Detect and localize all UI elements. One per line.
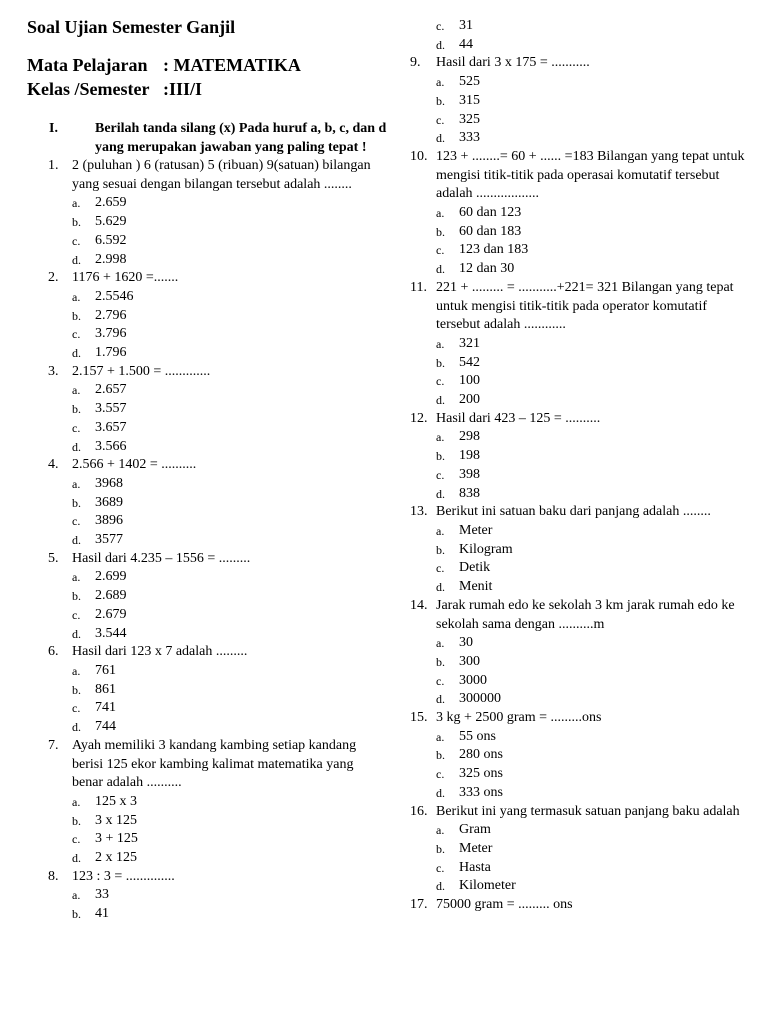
- answer-option: [436, 690, 752, 709]
- question-text: Hasil dari 123 x 7 adalah .........: [72, 644, 248, 660]
- question-number: 14.: [410, 597, 428, 613]
- option-text: 3.657: [95, 419, 127, 435]
- option-text: 300: [459, 653, 480, 669]
- answer-options: [72, 662, 388, 737]
- option-text: 3968: [95, 475, 123, 491]
- option-letter: c.: [436, 860, 445, 875]
- answer-option: [72, 344, 388, 363]
- option-letter: c.: [72, 233, 81, 248]
- option-text: Gram: [459, 822, 491, 838]
- class-value: :III/I: [163, 79, 203, 99]
- option-letter: d.: [436, 131, 445, 146]
- option-text: 2.5546: [95, 288, 134, 304]
- answer-options: [436, 335, 752, 410]
- option-text: 3 + 125: [95, 831, 138, 847]
- option-text: 298: [459, 429, 480, 445]
- question-text: Berikut ini yang termasuk satuan panjang baku adalah: [436, 803, 740, 819]
- option-text: 60 dan 123: [459, 205, 522, 221]
- question-item: [412, 148, 752, 279]
- option-text: 861: [95, 681, 116, 697]
- question-text: Hasil dari 423 – 125 = ..........: [436, 410, 601, 426]
- option-letter: c.: [72, 832, 81, 847]
- option-text: 315: [459, 92, 480, 108]
- option-letter: a.: [72, 476, 81, 491]
- option-text: 3.544: [95, 625, 127, 641]
- option-text: 2.657: [95, 382, 127, 398]
- answer-options: [436, 73, 752, 148]
- option-letter: d.: [72, 346, 81, 361]
- question-item: [412, 896, 752, 915]
- answer-option: [72, 381, 388, 400]
- answer-option: [436, 92, 752, 111]
- option-letter: b.: [436, 93, 445, 108]
- question-number: 10.: [410, 148, 428, 164]
- option-letter: b.: [72, 907, 81, 922]
- answer-option: [436, 559, 752, 578]
- question-number: 11.: [410, 279, 427, 295]
- option-letter: b.: [436, 224, 445, 239]
- answer-option: [436, 765, 752, 784]
- question-item: [48, 868, 388, 924]
- option-text: 1.796: [95, 345, 127, 361]
- option-text: 12 dan 30: [459, 261, 515, 277]
- answer-option: [436, 260, 752, 279]
- answer-options: [436, 634, 752, 709]
- answer-option: [436, 634, 752, 653]
- answer-option: [436, 522, 752, 541]
- answer-option: [436, 672, 752, 691]
- answer-option: [436, 372, 752, 391]
- answer-option: [436, 578, 752, 597]
- answer-option: [436, 840, 752, 859]
- option-letter: a.: [436, 523, 445, 538]
- answer-option: [72, 531, 388, 550]
- answer-option: [436, 354, 752, 373]
- answer-option: [436, 428, 752, 447]
- option-text: 741: [95, 700, 116, 716]
- question-item: [412, 410, 752, 504]
- option-letter: d.: [436, 486, 445, 501]
- option-letter: c.: [72, 514, 81, 529]
- option-letter: c.: [436, 374, 445, 389]
- answer-option: [436, 746, 752, 765]
- option-letter: d.: [72, 439, 81, 454]
- answer-option: [436, 485, 752, 504]
- option-letter: b.: [436, 449, 445, 464]
- option-letter: a.: [72, 794, 81, 809]
- answer-option: [72, 232, 388, 251]
- answer-options: [436, 522, 752, 597]
- option-letter: b.: [72, 215, 81, 230]
- option-text: 2.689: [95, 588, 127, 604]
- answer-options: [72, 568, 388, 643]
- option-text: 55 ons: [459, 728, 496, 744]
- question-text: Jarak rumah edo ke sekolah 3 km jarak rumah edo ke sekolah sama dengan ..........m: [436, 597, 735, 632]
- continuation-options: [412, 17, 752, 54]
- option-text: 3.557: [95, 401, 127, 417]
- class-line: [27, 79, 202, 100]
- option-letter: d.: [72, 851, 81, 866]
- option-text: Meter: [459, 522, 493, 538]
- question-item: [48, 643, 388, 737]
- answer-options: [72, 793, 388, 868]
- option-text: 2.699: [95, 569, 127, 585]
- subject-line: [27, 55, 301, 76]
- answer-option: [436, 859, 752, 878]
- answer-option: [72, 681, 388, 700]
- option-letter: b.: [436, 355, 445, 370]
- answer-option: [72, 288, 388, 307]
- option-letter: c.: [436, 243, 445, 258]
- question-text: 75000 gram = ......... ons: [436, 897, 573, 913]
- option-letter: d.: [436, 262, 445, 277]
- right-column: [412, 17, 752, 915]
- answer-option: [72, 568, 388, 587]
- option-letter: a.: [436, 430, 445, 445]
- option-letter: c.: [436, 561, 445, 576]
- answer-option: [436, 466, 752, 485]
- option-letter: c.: [436, 19, 445, 33]
- option-letter: d.: [72, 252, 81, 267]
- option-letter: b.: [436, 841, 445, 856]
- option-text: 525: [459, 74, 480, 90]
- option-letter: d.: [72, 720, 81, 735]
- answer-option: [72, 438, 388, 457]
- option-letter: d.: [436, 785, 445, 800]
- option-text: 30: [459, 635, 473, 651]
- answer-option: [72, 718, 388, 737]
- question-text: 2.566 + 1402 = ..........: [72, 457, 197, 473]
- option-text: 333 ons: [459, 784, 503, 800]
- answer-option: [72, 307, 388, 326]
- question-item: [412, 597, 752, 709]
- answer-option: [436, 36, 752, 55]
- option-text: 3000: [459, 672, 487, 688]
- answer-option: [72, 830, 388, 849]
- answer-option: [436, 877, 752, 896]
- question-item: [48, 456, 388, 550]
- option-text: 41: [95, 906, 109, 922]
- option-text: 2.998: [95, 251, 127, 267]
- question-text: 123 + ........= 60 + ...... =183 Bilangan yang tepat untuk mengisi titik-titik pada operasai komutatif tersebut adalah ..................: [436, 148, 745, 202]
- answer-option: [436, 223, 752, 242]
- answer-option: [72, 512, 388, 531]
- option-letter: a.: [436, 336, 445, 351]
- option-letter: a.: [72, 888, 81, 903]
- option-letter: a.: [436, 636, 445, 651]
- answer-option: [436, 447, 752, 466]
- question-item: [412, 54, 752, 148]
- option-text: 333: [459, 130, 480, 146]
- answer-option: [72, 494, 388, 513]
- option-text: 3.796: [95, 326, 127, 342]
- option-letter: a.: [72, 663, 81, 678]
- option-letter: d.: [72, 626, 81, 641]
- answer-option: [72, 886, 388, 905]
- option-text: 2.679: [95, 606, 127, 622]
- answer-option: [72, 699, 388, 718]
- option-text: 542: [459, 354, 480, 370]
- answer-option: [72, 194, 388, 213]
- question-text: 3 kg + 2500 gram = .........ons: [436, 710, 602, 726]
- answer-option: [72, 606, 388, 625]
- option-text: Detik: [459, 560, 491, 576]
- question-item: [412, 503, 752, 597]
- question-number: 6.: [48, 644, 59, 660]
- option-letter: d.: [436, 879, 445, 894]
- option-text: 5.629: [95, 214, 127, 230]
- answer-option: [436, 391, 752, 410]
- answer-option: [72, 587, 388, 606]
- option-letter: c.: [436, 467, 445, 482]
- answer-option: [72, 905, 388, 924]
- answer-options: [72, 288, 388, 363]
- option-letter: c.: [436, 767, 445, 782]
- question-text: 221 + ......... = ...........+221= 321 Bilangan yang tepat untuk mengisi titik-titik pada operator komutatif tersebut adalah ............: [436, 279, 734, 333]
- option-text: 200: [459, 392, 480, 408]
- option-letter: b.: [72, 589, 81, 604]
- option-text: 2 x 125: [95, 850, 137, 866]
- option-letter: a.: [72, 289, 81, 304]
- option-letter: c.: [72, 607, 81, 622]
- question-item: [412, 279, 752, 410]
- answer-option: [436, 204, 752, 223]
- option-text: 125 x 3: [95, 793, 137, 809]
- option-letter: c.: [436, 112, 445, 127]
- question-number: 5.: [48, 550, 59, 566]
- option-text: 280 ons: [459, 747, 503, 763]
- option-text: 761: [95, 662, 116, 678]
- option-text: 325 ons: [459, 766, 503, 782]
- page-title: Soal Ujian Semester Ganjil: [27, 17, 236, 37]
- answer-option: [436, 653, 752, 672]
- option-text: 3896: [95, 513, 123, 529]
- question-item: [48, 363, 388, 457]
- option-text: Kilogram: [459, 541, 513, 557]
- answer-option: [436, 821, 752, 840]
- question-number: 7.: [48, 737, 59, 753]
- option-text: 3689: [95, 494, 123, 510]
- option-text: Meter: [459, 840, 493, 856]
- option-text: 123 dan 183: [459, 242, 529, 258]
- option-text: 44: [459, 36, 473, 52]
- answer-option: [436, 241, 752, 260]
- answer-options: [436, 428, 752, 503]
- question-number: 13.: [410, 504, 428, 520]
- question-item: [412, 709, 752, 803]
- option-text: 33: [95, 887, 109, 903]
- option-text: 3 x 125: [95, 812, 137, 828]
- answer-option: [436, 111, 752, 130]
- option-text: 6.592: [95, 232, 127, 248]
- option-letter: d.: [436, 37, 445, 52]
- option-letter: d.: [436, 393, 445, 408]
- question-number: 8.: [48, 868, 59, 884]
- left-column: [48, 157, 388, 924]
- option-letter: b.: [72, 308, 81, 323]
- answer-option: [72, 625, 388, 644]
- answer-option: [436, 17, 752, 36]
- answer-option: [72, 419, 388, 438]
- option-letter: b.: [72, 495, 81, 510]
- option-text: Hasta: [459, 859, 491, 875]
- answer-options: [436, 204, 752, 279]
- answer-option: [72, 475, 388, 494]
- answer-options: [72, 194, 388, 269]
- question-number: 16.: [410, 803, 428, 819]
- option-letter: b.: [436, 748, 445, 763]
- option-letter: a.: [72, 383, 81, 398]
- option-letter: a.: [72, 196, 81, 211]
- answer-option: [72, 812, 388, 831]
- subject-value: : MATEMATIKA: [163, 55, 301, 75]
- option-letter: c.: [72, 420, 81, 435]
- answer-options: [436, 728, 752, 803]
- question-number: 1.: [48, 158, 59, 173]
- option-letter: a.: [72, 570, 81, 585]
- section-number: I.: [49, 121, 58, 136]
- answer-option: [436, 728, 752, 747]
- option-letter: b.: [72, 813, 81, 828]
- option-letter: d.: [436, 580, 445, 595]
- option-text: 838: [459, 485, 480, 501]
- option-letter: a.: [436, 75, 445, 90]
- answer-options: [72, 475, 388, 550]
- answer-option: [72, 325, 388, 344]
- question-text: 2.157 + 1.500 = .............: [72, 363, 211, 379]
- question-number: 3.: [48, 363, 59, 379]
- option-text: Kilometer: [459, 878, 516, 894]
- option-letter: c.: [436, 673, 445, 688]
- question-number: 15.: [410, 710, 428, 726]
- option-text: 3577: [95, 532, 123, 548]
- question-text: Hasil dari 4.235 – 1556 = .........: [72, 550, 251, 566]
- answer-options: [436, 821, 752, 896]
- option-letter: b.: [72, 402, 81, 417]
- answer-options: [72, 381, 388, 456]
- answer-option: [72, 251, 388, 270]
- answer-option: [436, 335, 752, 354]
- option-text: 325: [459, 111, 480, 127]
- option-text: 2.796: [95, 307, 127, 323]
- answer-option: [72, 213, 388, 232]
- answer-options: [72, 886, 388, 923]
- question-item: [48, 550, 388, 644]
- option-text: 31: [459, 18, 473, 33]
- question-item: [412, 803, 752, 897]
- class-key: Kelas /Semester: [27, 79, 150, 99]
- question-text: 1176 + 1620 =.......: [72, 270, 179, 286]
- option-text: 744: [95, 719, 116, 735]
- option-text: Menit: [459, 579, 493, 595]
- option-letter: c.: [72, 701, 81, 716]
- option-text: 2.659: [95, 195, 127, 211]
- option-letter: a.: [436, 823, 445, 838]
- answer-option: [72, 849, 388, 868]
- question-item: [48, 269, 388, 363]
- question-text: 123 : 3 = ..............: [72, 868, 175, 884]
- question-text: Ayah memiliki 3 kandang kambing setiap kandang berisi 125 ekor kambing kalimat matematika yang benar adalah ..........: [72, 737, 357, 791]
- option-letter: c.: [72, 327, 81, 342]
- option-text: 398: [459, 466, 480, 482]
- question-number: 17.: [410, 897, 428, 913]
- option-letter: b.: [72, 682, 81, 697]
- question-number: 12.: [410, 410, 428, 426]
- option-text: 198: [459, 448, 480, 464]
- subject-key: Mata Pelajaran: [27, 55, 148, 75]
- question-text: Hasil dari 3 x 175 = ...........: [436, 55, 590, 71]
- instruction-text: Berilah tanda silang (x) Pada huruf a, b, c, dan d yang merupakan jawaban yang paling tepat !: [95, 121, 387, 155]
- option-text: 60 dan 183: [459, 223, 522, 239]
- answer-option: [436, 73, 752, 92]
- option-text: 100: [459, 373, 480, 389]
- option-letter: a.: [436, 206, 445, 221]
- answer-option: [436, 541, 752, 560]
- question-text: Berikut ini satuan baku dari panjang adalah ........: [436, 504, 711, 520]
- answer-option: [72, 662, 388, 681]
- option-letter: b.: [436, 542, 445, 557]
- question-text: 2 (puluhan ) 6 (ratusan) 5 (ribuan) 9(satuan) bilangan yang sesuai dengan bilangan tersebut adalah ........: [72, 158, 371, 192]
- question-number: 4.: [48, 457, 59, 473]
- option-letter: b.: [436, 654, 445, 669]
- answer-option: [72, 793, 388, 812]
- answer-option: [436, 784, 752, 803]
- question-number: 9.: [410, 55, 421, 71]
- answer-option: [72, 400, 388, 419]
- option-text: 321: [459, 335, 480, 351]
- question-number: 2.: [48, 270, 59, 286]
- answer-option: [436, 129, 752, 148]
- option-text: 300000: [459, 691, 501, 707]
- question-item: [48, 737, 388, 868]
- option-letter: a.: [436, 729, 445, 744]
- question-item: [48, 157, 388, 269]
- option-letter: d.: [72, 533, 81, 548]
- option-text: 3.566: [95, 438, 127, 454]
- option-letter: d.: [436, 692, 445, 707]
